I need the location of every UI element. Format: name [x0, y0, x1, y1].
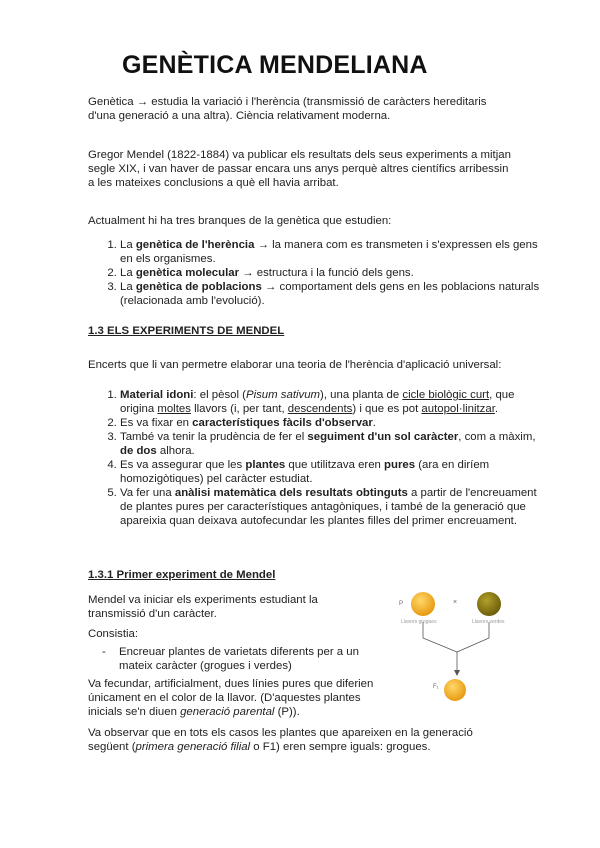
- list-item: 3. També va tenir la prudència de fer el seguiment d'un sol caràcter, com a màxim, de dos alhora.: [120, 430, 548, 458]
- intro-genetica-paragraph: Genètica → estudia la variació i l'herència (transmissió de caràcters hereditaris d'una generació a una altra). Ciència relativament moderna.: [88, 96, 487, 122]
- list-item: 2. Es va fixar en característiques fàcils d'observar.: [120, 416, 548, 430]
- section-heading-1-3-1: 1.3.1 Primer experiment de Mendel: [88, 569, 276, 581]
- branches-lead: Actualment hi ha tres branques de la genètica que estudien:: [88, 215, 392, 227]
- f1-label: F₁: [433, 684, 439, 690]
- experiments-lead: Encerts que li van permetre elaborar una teoria de l'herència d'aplicació universal:: [88, 359, 502, 371]
- branches-list: [88, 238, 548, 308]
- green-seed-caption: Llavors verdes: [472, 619, 505, 625]
- first-experiment-intro: Mendel va iniciar els experiments estudiant la transmissió d'un caràcter.: [88, 594, 318, 620]
- intro-mendel-paragraph: Gregor Mendel (1822-1884) va publicar els resultats dels seus experiments a mitjan segle XIX, i van haver de passar encara uns anys perquè altres científics arribessin a les mateixes conclusions a què ell havia arribat.: [88, 149, 511, 189]
- yellow-seed-icon: [411, 592, 435, 616]
- list-item: 3. La genètica de poblacions → comportament dels gens en les poblacions naturals (relacionada amb l'evolució).: [120, 280, 548, 308]
- list-item: 2. La genètica molecular → estructura i la funció dels gens.: [120, 266, 548, 280]
- cross-symbol: ×: [453, 599, 458, 606]
- arrow-head-icon: [454, 670, 460, 676]
- section-heading-1-3: 1.3 ELS EXPERIMENTS DE MENDEL: [88, 325, 285, 337]
- cross-line-right: [457, 622, 489, 652]
- dash-bullet: -: [102, 646, 106, 658]
- parental-paragraph: Va fecundar, artificialment, dues línies pures que diferien únicament en el color de la llavor. (D'aquestes plantes inicials se'n diuen generació parental (P)).: [88, 678, 374, 718]
- list-item: 4. Es va assegurar que les plantes que utilitzava eren pures (ara en diríem homozigòtiques) pel caràcter estudiat.: [120, 458, 548, 486]
- procedure-list: [88, 645, 388, 673]
- parental-label: P: [399, 601, 404, 607]
- experiments-list: [88, 388, 548, 528]
- yellow-seed-caption: Llavors grogues: [401, 619, 437, 625]
- f1-yellow-seed-icon: [444, 679, 466, 701]
- list-item: - Encreuar plantes de varietats diferents per a un mateix caràcter (grogues i verdes): [102, 646, 359, 672]
- cross-line-left: [423, 622, 457, 652]
- cross-diagram-figure: [393, 582, 513, 712]
- consistia-label: Consistia:: [88, 628, 139, 640]
- list-item: 5. Va fer una anàlisi matemàtica dels resultats obtinguts a partir de l'encreuament de plantes pures per característiques antagòniques, i també de la generació que apareixia quan deixava autofecundar les plantes filles del primer encreuament.: [120, 486, 548, 528]
- green-seed-icon: [477, 592, 501, 616]
- list-item: 1. Material idoni: el pèsol (Pisum sativum), una planta de cicle biològic curt, que origina moltes llavors (i, per tant, descendents) i que es pot autopol·linitzar.: [120, 388, 548, 416]
- f1-paragraph: Va observar que en tots els casos les plantes que apareixen en la generació següent (primera generació filial o F1) eren sempre iguals: grogues.: [88, 727, 473, 753]
- page-title: GENÈTICA MENDELIANA: [122, 51, 428, 79]
- list-item: 1. La genètica de l'herència → la manera com es transmeten i s'expressen els gens en els organismes.: [120, 238, 548, 266]
